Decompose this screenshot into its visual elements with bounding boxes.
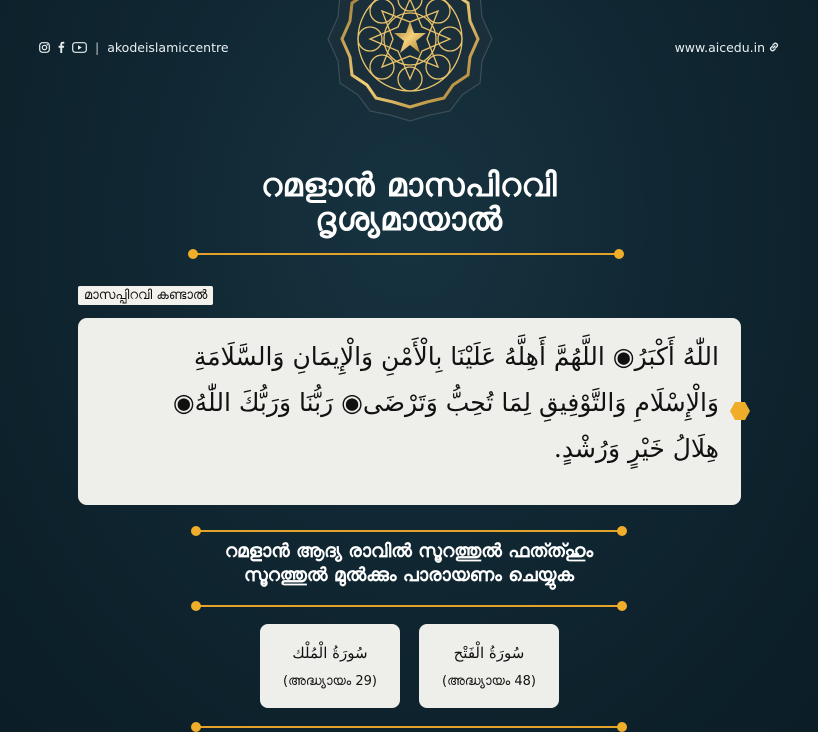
- link-icon: [768, 41, 780, 53]
- surah-chapter: (അദ്ധ്യായം 48): [442, 674, 536, 689]
- website-text[interactable]: www.aicedu.in: [674, 39, 765, 55]
- dua-card: [78, 318, 741, 505]
- divider-dot: [191, 722, 201, 732]
- surah-card-fath: [419, 624, 559, 708]
- social-handle: [38, 40, 229, 55]
- dua-line-1: اللّٰهُ أَكْبَرُ◉ اللَّهُمَّ أَهِلَّهُ عَلَيْنَا بِالْأَمْنِ وَالْإِيمَانِ وَالسَّلَامَةِ: [193, 342, 719, 371]
- title-line-2: ദൃശ്യമായാൽ: [315, 200, 503, 238]
- dua-line-2: وَالْإِسْلَامِ وَالتَّوْفِيقِ لِمَا تُحِبُّ وَتَرْضَى◉ رَبُّنَا وَرَبُّكَ اللّٰهُ◉: [172, 388, 719, 417]
- divider-dot: [614, 249, 624, 259]
- divider-dot: [188, 249, 198, 259]
- website[interactable]: [675, 40, 780, 55]
- divider-dot: [617, 722, 627, 732]
- dua-line-3: هِلَالُ خَيْرٍ وَرُشْدٍ.: [553, 434, 719, 463]
- facebook-icon[interactable]: [55, 41, 67, 53]
- divider-dot: [617, 526, 627, 536]
- dua-text: [100, 334, 719, 472]
- divider: [196, 530, 622, 532]
- surah-chapter: (അദ്ധ്യായം 29): [283, 674, 377, 689]
- title-line-1: റമളാൻ മാസപിറവി: [260, 166, 558, 204]
- handle-text[interactable]: akodeislamiccentre: [107, 39, 229, 55]
- divider-dot: [191, 601, 201, 611]
- ornament-icon: [279, 0, 541, 124]
- page-title: [0, 168, 818, 236]
- youtube-icon[interactable]: [72, 41, 87, 53]
- section-tag: മാസപ്പിറവി കണ്ടാൽ: [78, 286, 213, 305]
- instagram-icon[interactable]: [38, 41, 50, 53]
- surah-card-mulk: [260, 624, 400, 708]
- instruction-line-1: റമളാൻ ആദ്യ രാവിൽ സൂറത്തുൽ ഫത്ത്ഹും: [224, 541, 594, 562]
- divider-dot: [191, 526, 201, 536]
- divider: [196, 726, 622, 728]
- surah-name: سُورَةُ الْمُلْك: [292, 644, 368, 662]
- divider: [196, 253, 622, 255]
- separator: |: [95, 39, 100, 55]
- surah-name: سُورَةُ الْفَتْح: [453, 644, 525, 662]
- instruction-text: [0, 540, 818, 588]
- divider-dot: [617, 601, 627, 611]
- divider: [196, 605, 622, 607]
- instruction-line-2: സൂറത്തുൽ മുൽക്കും പാരായണം ചെയ്യുക: [243, 565, 575, 586]
